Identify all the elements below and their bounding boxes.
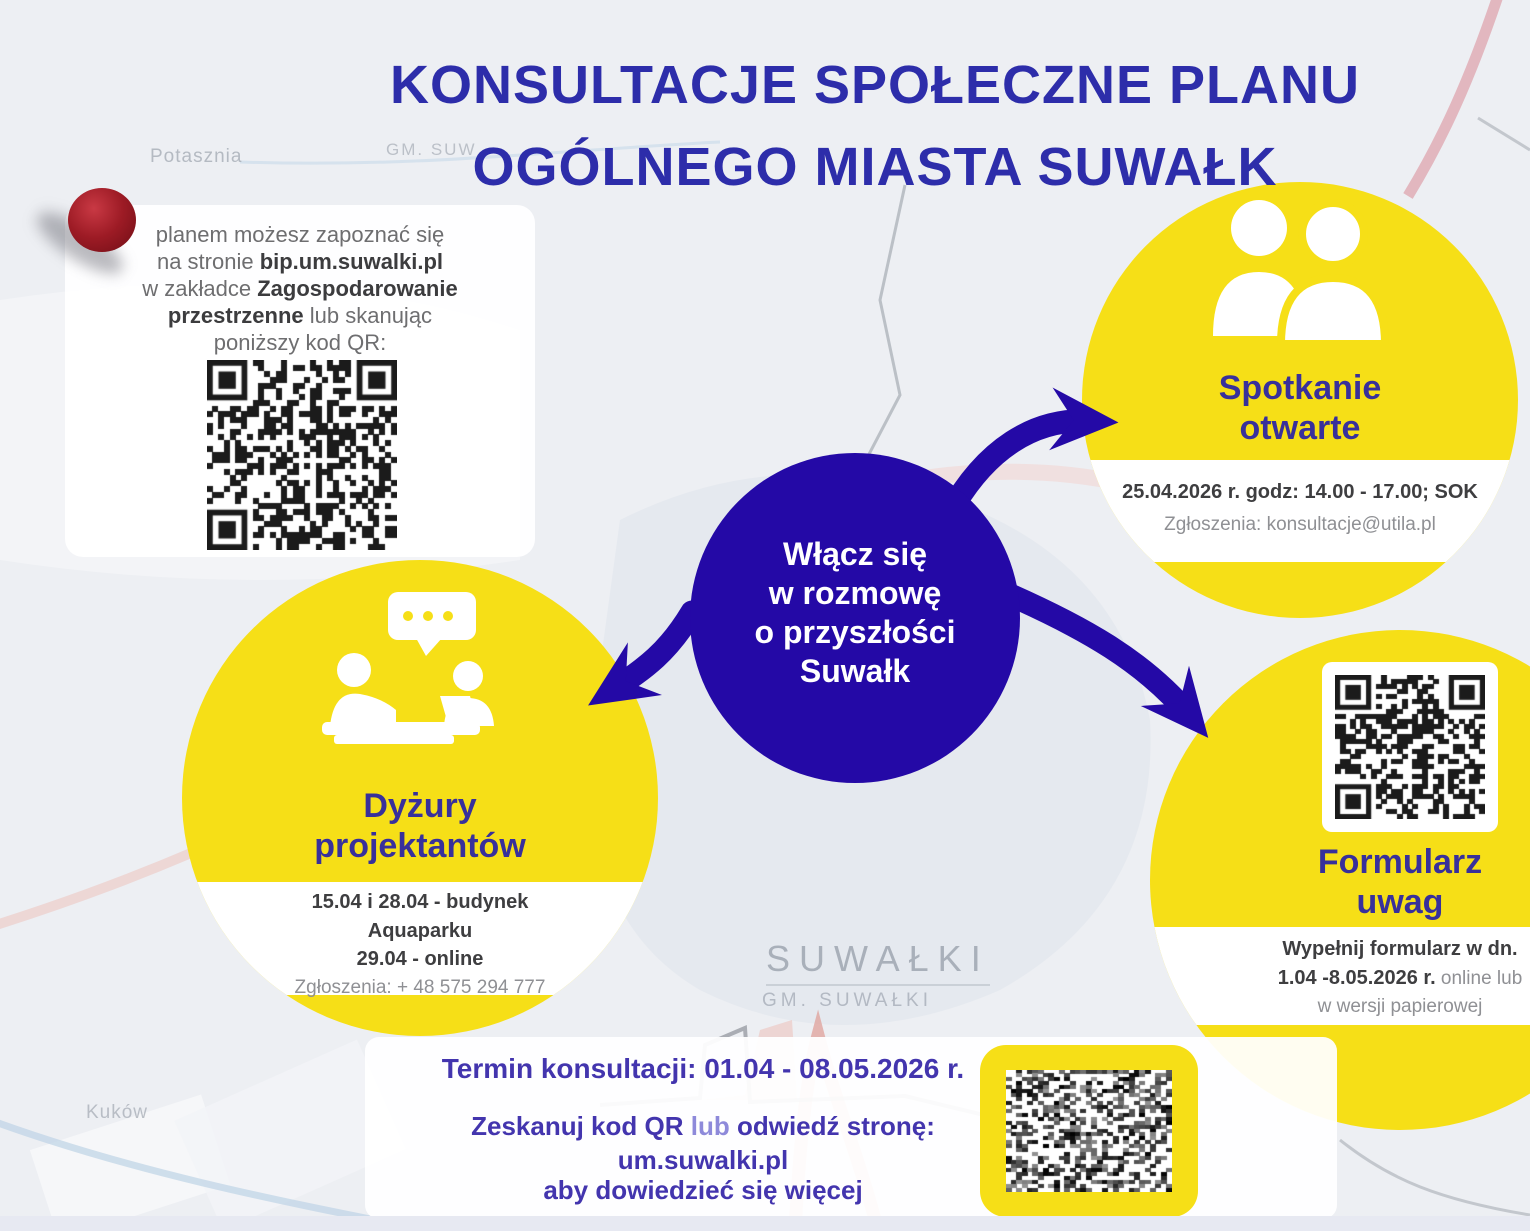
formularz-detail-3: w wersji papierowej (1317, 996, 1483, 1017)
footer-site: um.suwalki.pl (617, 1145, 789, 1175)
info-line3-bold: Zagospodarowanie (257, 276, 458, 301)
info-line2-url: bip.um.suwalki.pl (259, 249, 444, 274)
spotkanie-detail-contact: Zgłoszenia: konsultacje@utila.pl (1164, 514, 1436, 535)
poster-title-line1: KONSULTACJE SPOŁECZNE PLANU (389, 55, 1361, 115)
map-label-gm-suwalki: GM. SUWAŁKI (762, 990, 932, 1011)
info-line4-post: lub skanując (303, 303, 433, 328)
arrow-to-dyzury (612, 612, 692, 690)
bubble-line2: w rozmowę (768, 575, 942, 611)
footer-qr-frame (980, 1045, 1198, 1217)
map-label-suwalki-city: SUWAŁKI (766, 938, 990, 986)
footer-scan-lub: lub (690, 1111, 730, 1141)
dyzury-detail-3: 29.04 - online (356, 948, 484, 970)
info-line3-pre: w zakładce (142, 276, 258, 301)
info-line1: planem możesz zapoznać się (155, 222, 445, 247)
bubble-line3: o przyszłości (754, 614, 956, 650)
bottom-strip (0, 1216, 1530, 1231)
info-line2-pre: na stronie (156, 249, 260, 274)
spotkanie-title-line1: Spotkanie (1218, 369, 1382, 407)
formularz-title-line2: uwag (1356, 883, 1444, 921)
formularz-detail-1: Wypełnij formularz w dn. (1282, 938, 1518, 960)
pushpin-icon (38, 182, 168, 312)
bubble-line4: Suwałk (799, 653, 911, 689)
dyzury-detail-contact: Zgłoszenia: + 48 575 294 777 (294, 977, 546, 998)
arrow-to-formularz (1008, 594, 1190, 716)
pushpin-ball (68, 188, 136, 252)
footer-scan-line (393, 1111, 1013, 1142)
footer-more: aby dowiedzieć się więcej (543, 1175, 863, 1205)
formularz-detail-2-gray: online lub (1435, 968, 1523, 989)
center-bubble (690, 453, 1020, 783)
bubble-line1: Włącz się (782, 536, 928, 572)
dyzury-title-line2: projektantów (314, 827, 526, 865)
info-line5: poniższy kod QR: (213, 330, 387, 355)
formularz-detail-2-bold: 1.04 -8.05.2026 r. (1277, 967, 1436, 989)
map-label-kukow: Kuków (86, 1102, 149, 1123)
footer-term: Termin konsultacji: 01.04 - 08.05.2026 r. (441, 1053, 965, 1084)
formularz-title-line1: Formularz (1317, 843, 1483, 881)
dyzury-detail-2: Aquaparku (367, 920, 473, 942)
spotkanie-title-line2: otwarte (1239, 409, 1361, 447)
spotkanie-detail-date: 25.04.2026 r. godz: 14.00 - 17.00; SOK (1122, 481, 1478, 503)
poster-title-line2: OGÓLNEGO MIASTA SUWAŁK (472, 137, 1278, 197)
footer-scan-post: odwiedź stronę: (729, 1111, 935, 1141)
info-line4-bold: przestrzenne (167, 303, 304, 328)
dyzury-title-line1: Dyżury (363, 787, 477, 825)
footer-scan-pre: Zeskanuj kod QR (471, 1111, 691, 1141)
dyzury-detail-1: 15.04 i 28.04 - budynek (311, 891, 529, 913)
qr-code-icon (1006, 1070, 1172, 1192)
map-label-gm-suwalki-top: GM. SUW (386, 140, 477, 159)
map-label-potasznia: Potasznia (150, 146, 243, 167)
